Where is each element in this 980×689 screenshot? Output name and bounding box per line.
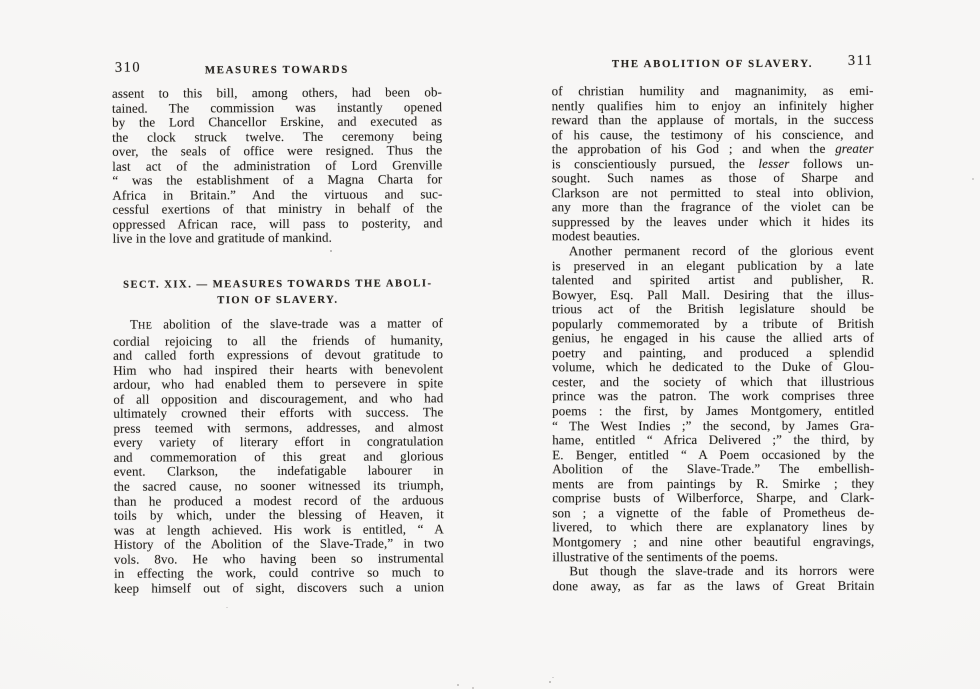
text-line: any more than the fragrance of the violet can be bbox=[551, 199, 874, 215]
text-line: cordial rejoicing to all the friends of humanity, bbox=[113, 331, 444, 349]
text-line: poetry and painting, and produced a splendid bbox=[552, 344, 875, 361]
book-page-left bbox=[112, 61, 444, 596]
page-number: 310 bbox=[114, 59, 142, 76]
text-line: illustrative of the sentiments of the poems. bbox=[552, 548, 779, 564]
text-line: and commemoration of this great and glorious bbox=[113, 448, 444, 465]
page-header bbox=[112, 61, 442, 76]
text-line: “ was the establishment of a Magna Charta for bbox=[112, 171, 443, 189]
paragraph bbox=[552, 564, 874, 594]
book-page-right bbox=[551, 52, 875, 594]
text-line: in effecting the work, could contrive so much to bbox=[114, 564, 445, 582]
text-line: trious act of the British legislature should be bbox=[551, 300, 874, 317]
heading-line: SECT. XIX. — MEASURES TOWARDS THE ABOLI- bbox=[123, 278, 433, 291]
text-line: Another permanent record of the glorious event bbox=[568, 242, 874, 259]
text-line: Montgomery ; and nine other beautiful engravings, bbox=[552, 533, 875, 550]
running-title: MEASURES TOWARDS bbox=[204, 63, 349, 77]
paragraph bbox=[113, 316, 444, 596]
text-line: cessful exertions of that ministry in behalf of the bbox=[112, 200, 443, 218]
section-heading bbox=[113, 276, 443, 308]
text-line: than he produced a modest record of the arduous bbox=[113, 491, 444, 509]
text-line: of all opposition and discouragement, and who had bbox=[113, 390, 444, 407]
text-line: THE abolition of the slave-trade was a matter of bbox=[129, 315, 444, 332]
scan-speckle bbox=[226, 607, 228, 608]
scan-speckle bbox=[330, 250, 332, 252]
text-line: the approbation of his God ; and when the greater bbox=[551, 140, 874, 157]
paragraph bbox=[552, 84, 874, 245]
page-header bbox=[552, 52, 874, 71]
text-line: the sacred cause, no sooner witnessed its triumph, bbox=[113, 477, 444, 494]
text-line: popularly commemorated by a tribute of British bbox=[551, 315, 875, 332]
text-line: vols. 8vo. He who having been so instrumental bbox=[113, 550, 445, 567]
text-line: and called forth expressions of devout gratitude to bbox=[113, 346, 444, 363]
text-line: oppressed African race, will pass to posterity, and bbox=[112, 215, 443, 232]
text-line: last act of the administration of Lord Grenville bbox=[112, 157, 443, 174]
text-line: volume, which he dedicated to the Duke of Glou- bbox=[552, 359, 875, 375]
text-line: hame, entitled “ Africa Delivered ;” the third, by bbox=[552, 431, 875, 448]
text-line: E. Benger, entitled “ A Poem occasioned by the bbox=[552, 446, 875, 462]
text-line: ardour, who had enabled them to persevere in spite bbox=[113, 375, 444, 392]
text-line: is conscientiously pursued, the lesser follows un- bbox=[551, 155, 874, 172]
scan-speckle bbox=[552, 677, 554, 678]
text-line: Abolition of the Slave-Trade.” The embellish- bbox=[552, 460, 875, 477]
text-line: every variety of literary effort in congratulation bbox=[113, 433, 444, 451]
text-line: genius, he engaged in his cause the allied arts of bbox=[552, 330, 875, 346]
text-line: keep himself out of sight, discovers such a union bbox=[114, 579, 445, 596]
text-line: tained. The commission was instantly opened bbox=[112, 98, 443, 116]
text-line: suppressed by the leaves under which it hides its bbox=[551, 213, 874, 230]
text-line: reward than the applause of mortals, in the success bbox=[551, 111, 874, 128]
text-line: History of the Abolition of the Slave-Trade,” in two bbox=[113, 535, 444, 552]
text-line: comprise busts of Wilberforce, Sharpe, and Clark- bbox=[552, 490, 875, 506]
text-line: the clock struck twelve. The ceremony being bbox=[112, 127, 443, 145]
text-line: Bowyer, Esq. Pall Mall. Desiring that the illus- bbox=[551, 286, 874, 302]
scan-speckle bbox=[972, 178, 974, 180]
text-column bbox=[552, 84, 875, 594]
text-line: son ; a vignette of the fable of Prometheus de- bbox=[552, 504, 875, 521]
text-line: talented and spirited artist and publisher, R. bbox=[551, 271, 874, 288]
text-line: over, the seals of office were resigned. Thus the bbox=[112, 142, 443, 159]
text-line: But though the slave-trade and its horrors were bbox=[569, 562, 875, 579]
paragraph bbox=[552, 244, 875, 565]
text-line: event. Clarkson, the indefatigable labourer in bbox=[113, 462, 444, 480]
text-column bbox=[112, 85, 444, 596]
text-line: is preserved in an elegant publication by a late bbox=[551, 257, 874, 273]
text-line: poems : the first, by James Montgomery, entitled bbox=[552, 402, 875, 419]
scan-speckle bbox=[457, 684, 459, 686]
running-title: THE ABOLITION OF SLAVERY. bbox=[611, 57, 814, 71]
heading-line: TION OF SLAVERY. bbox=[217, 294, 339, 306]
text-line: of christian humility and magnanimity, as emi- bbox=[551, 82, 874, 99]
text-line: Him who had inspired their hearts with benevolent bbox=[113, 360, 444, 378]
text-line: prince was the patron. The work comprises three bbox=[552, 388, 875, 404]
text-line: “ The West Indies ;” the second, by James Gra- bbox=[552, 417, 875, 433]
text-line: done away, as far as the laws of Great Britain bbox=[552, 577, 875, 593]
text-line: nently qualifies him to enjoy an infinitely higher bbox=[551, 97, 874, 113]
text-line: ultimately crowned their efforts with success. The bbox=[113, 404, 444, 422]
text-line: cester, and the society of which that illustrious bbox=[552, 373, 875, 390]
text-line: press teemed with sermons, addresses, and almost bbox=[113, 419, 444, 436]
text-line: ments are from paintings by R. Smirke ; they bbox=[552, 475, 875, 492]
scan-speckle bbox=[549, 681, 551, 683]
text-line: live in the love and gratitude of mankind. bbox=[112, 230, 333, 247]
text-line: was at length achieved. His work is entitled, “ A bbox=[113, 520, 444, 538]
text-line: sought. Such names as those of Sharpe and bbox=[551, 170, 874, 186]
page-number: 311 bbox=[847, 52, 874, 69]
text-line: of his cause, the testimony of his conscience, and bbox=[551, 126, 874, 142]
text-line: Africa in Britain.” And the virtuous and suc- bbox=[112, 186, 443, 203]
text-line: toils by which, under the blessing of Heaven, it bbox=[113, 506, 444, 523]
text-line: by the Lord Chancellor Erskine, and executed as bbox=[112, 113, 443, 130]
text-line: assent to this bill, among others, had been ob- bbox=[111, 84, 443, 101]
paragraph bbox=[112, 85, 443, 246]
text-line: Clarkson are not permitted to steal into oblivion, bbox=[551, 184, 874, 201]
text-line: modest beauties. bbox=[551, 228, 641, 244]
text-line: livered, to which there are explanatory lines by bbox=[552, 519, 875, 535]
